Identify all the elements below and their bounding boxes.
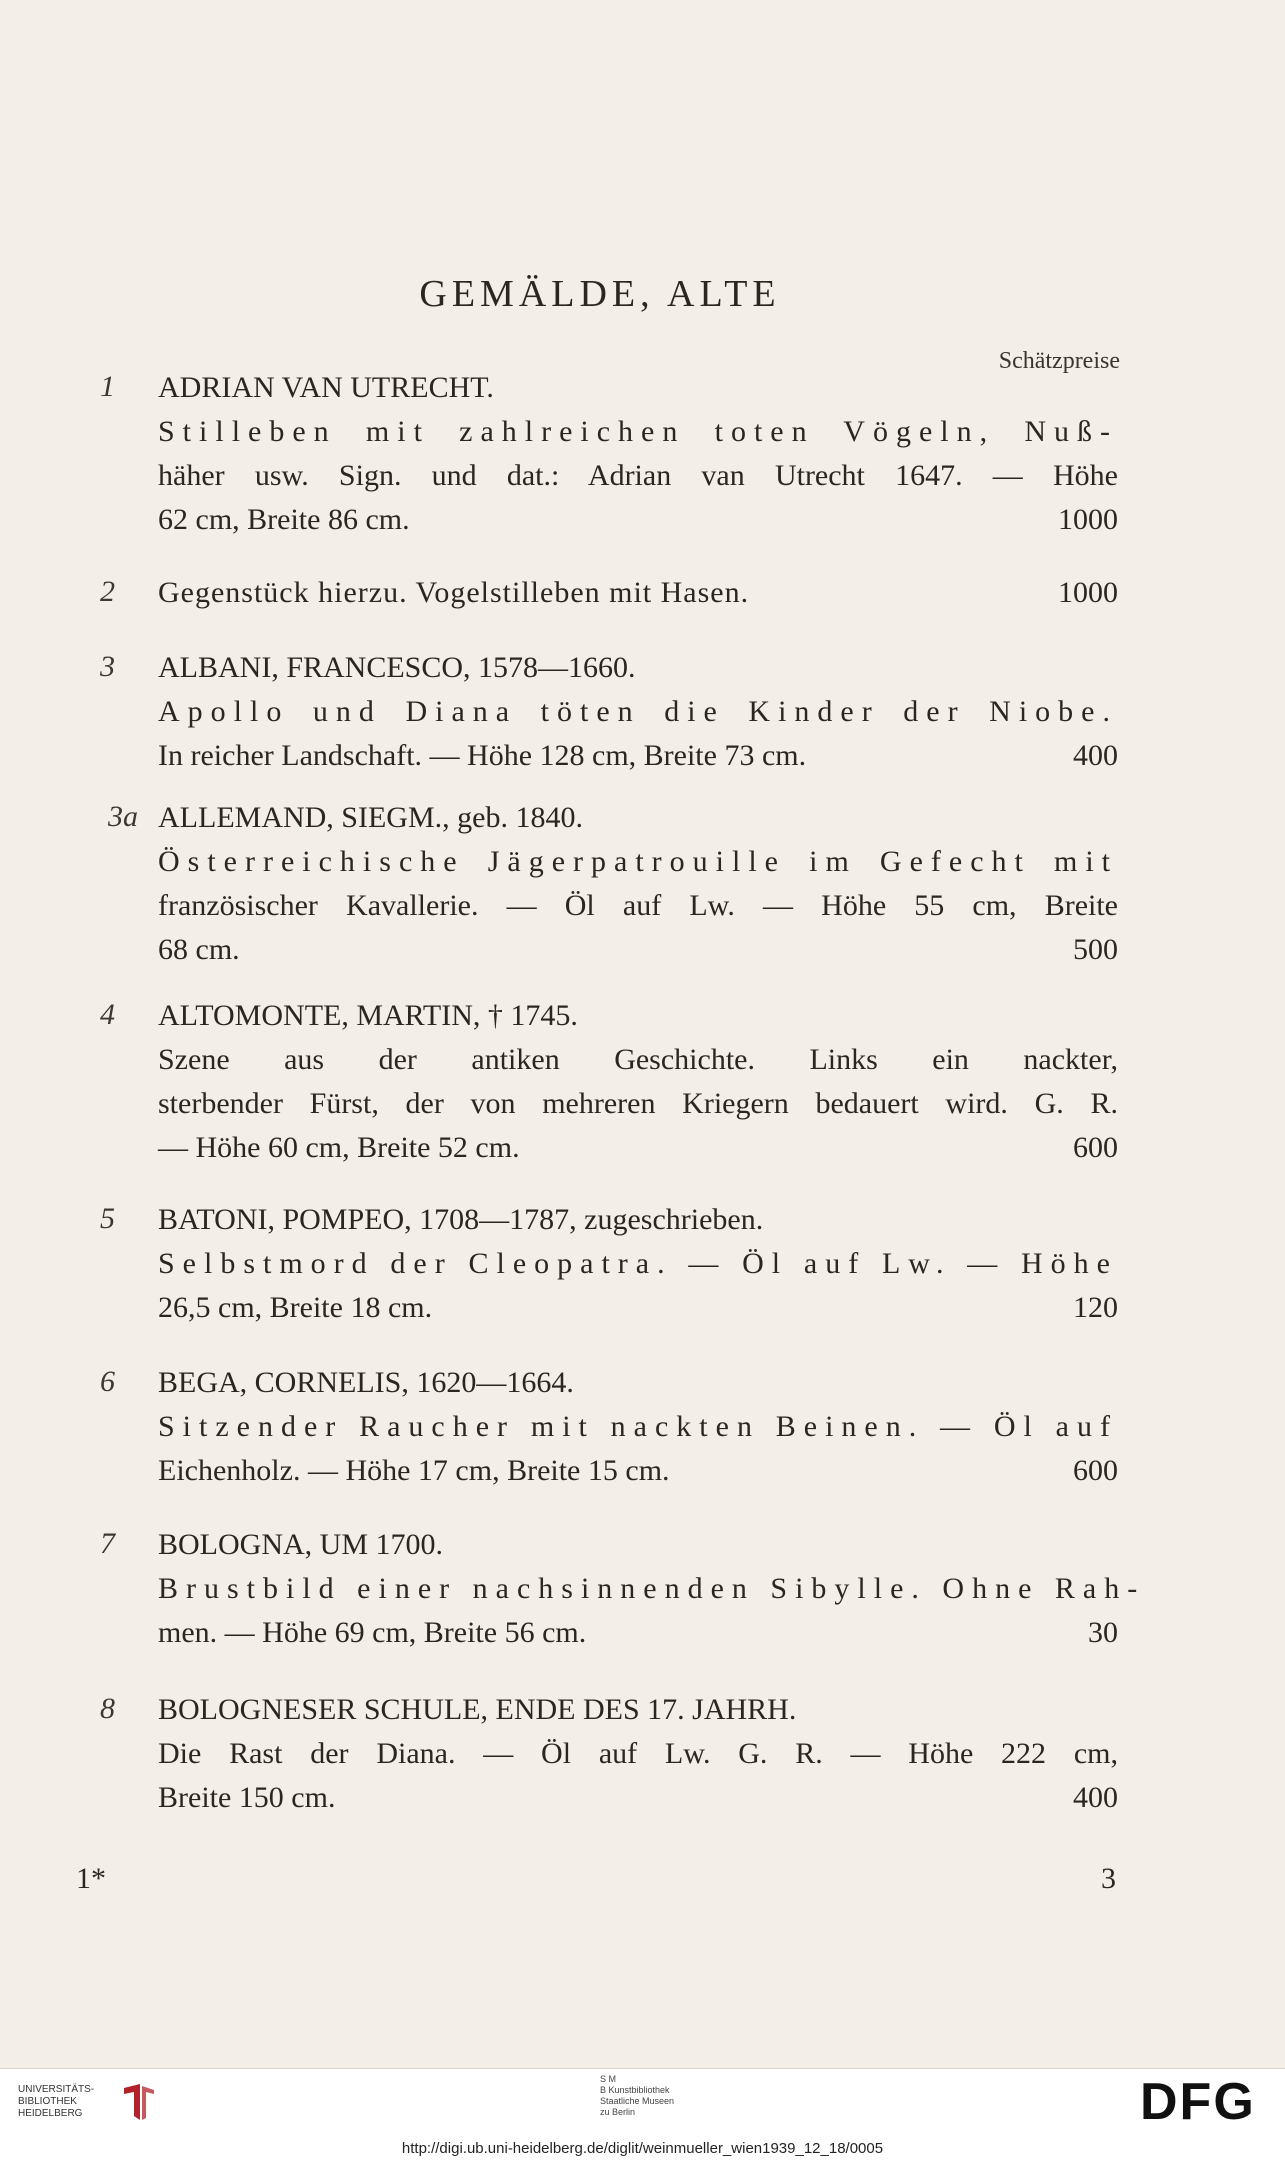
stamp-line: B Kunstbibliothek [600, 2085, 670, 2095]
entry-text-line: sterbender Fürst, der von mehreren Kriegern bedauert wird. G. R. [158, 1087, 1118, 1120]
entry-text-line: häher usw. Sign. und dat.: Adrian van Utrecht 1647. — Höhe [158, 459, 1118, 492]
stamp-line: S M [600, 2074, 617, 2084]
library-name-line: UNIVERSITÄTS- [18, 2084, 95, 2095]
entry-price: 600 [1073, 1131, 1118, 1164]
entry-text-line: französischer Kavallerie. — Öl auf Lw. — Höhe 55 cm, Breite [158, 889, 1118, 922]
estimate-column-label: Schätzpreise [998, 348, 1120, 374]
entry-artist: ADRIAN VAN UTRECHT. [158, 371, 494, 404]
entry-text-line: Selbstmord der Cleopatra. — Öl auf Lw. — Höhe [158, 1247, 1118, 1280]
entry-text-line: In reicher Landschaft. — Höhe 128 cm, Breite 73 cm. [158, 739, 807, 772]
library-logo-text[interactable] [18, 2084, 118, 2120]
entry-number: 7 [100, 1527, 115, 1560]
permalink-url[interactable]: http://digi.ub.uni-heidelberg.de/diglit/weinmueller_wien1939_12_18/0005 [401, 2140, 884, 2157]
entry-price: 400 [1073, 739, 1118, 772]
entry-price: 600 [1073, 1454, 1118, 1487]
entry-price: 1000 [1058, 503, 1118, 536]
entry-text-line: Sitzender Raucher mit nackten Beinen. — Öl auf [158, 1410, 1118, 1443]
entry-text-line: Stilleben mit zahlreichen toten Vögeln, Nuß- [158, 415, 1118, 448]
library-name-line: BIBLIOTHEK [18, 2096, 77, 2107]
entry-text-line: Breite 150 cm. [158, 1781, 336, 1814]
entry-price: 30 [1088, 1616, 1118, 1649]
page-number: 3 [1101, 1862, 1116, 1895]
entry-text-line: 62 cm, Breite 86 cm. [158, 503, 410, 536]
library-name-line: HEIDELBERG [18, 2108, 83, 2119]
entry-artist: ALTOMONTE, MARTIN, † 1745. [158, 999, 578, 1032]
entry-number: 1 [100, 370, 115, 403]
entry-text-line: Brustbild einer nachsinnenden Sibylle. Ohne Rah- [158, 1572, 1146, 1605]
entry-price: 1000 [1058, 576, 1118, 609]
entry-artist: ALBANI, FRANCESCO, 1578—1660. [158, 651, 636, 684]
entry-number: 3 [100, 650, 115, 683]
entry-number: 6 [100, 1365, 115, 1398]
entry-price: 120 [1073, 1291, 1118, 1324]
entry-artist: BATONI, POMPEO, 1708—1787, zugeschrieben. [158, 1203, 764, 1236]
entry-text-line: Eichenholz. — Höhe 17 cm, Breite 15 cm. [158, 1454, 670, 1487]
entry-text-line: Gegenstück hierzu. Vogelstilleben mit Hasen. [158, 576, 750, 609]
entry-text-line: Die Rast der Diana. — Öl auf Lw. G. R. — Höhe 222 cm, [158, 1737, 1118, 1770]
stamp-line: zu Berlin [600, 2107, 636, 2117]
entry-number: 4 [100, 998, 115, 1031]
entry-artist: ALLEMAND, SIEGM., geb. 1840. [158, 801, 583, 834]
signature-mark: 1* [76, 1862, 106, 1895]
entry-artist: BOLOGNA, UM 1700. [158, 1528, 443, 1561]
page-title: GEMÄLDE, ALTE [419, 273, 781, 315]
library-logo-icon[interactable] [120, 2082, 158, 2122]
entry-number: 5 [100, 1202, 115, 1235]
dfg-logo[interactable]: DFG [1140, 2073, 1256, 2131]
entry-text-line: Szene aus der antiken Geschichte. Links ein nackter, [158, 1043, 1118, 1076]
entry-text-line: 68 cm. [158, 933, 240, 966]
entry-text-line: 26,5 cm, Breite 18 cm. [158, 1291, 433, 1324]
entry-text-line: Österreichische Jägerpatrouille im Gefecht mit [158, 845, 1118, 878]
entry-artist: BEGA, CORNELIS, 1620—1664. [158, 1366, 574, 1399]
entry-number: 2 [100, 575, 115, 608]
entry-price: 400 [1073, 1781, 1118, 1814]
entry-text-line: men. — Höhe 69 cm, Breite 56 cm. [158, 1616, 587, 1649]
entry-text-line: Apollo und Diana töten die Kinder der Niobe. [158, 695, 1118, 728]
entry-number: 3a [108, 800, 138, 833]
museum-stamp [600, 2074, 674, 2118]
stamp-line: Staatliche Museen [600, 2096, 675, 2106]
entry-number: 8 [100, 1692, 115, 1725]
entry-artist: BOLOGNESER SCHULE, ENDE DES 17. JAHRH. [158, 1693, 797, 1726]
entry-text-line: — Höhe 60 cm, Breite 52 cm. [158, 1131, 520, 1164]
entry-price: 500 [1073, 933, 1118, 966]
